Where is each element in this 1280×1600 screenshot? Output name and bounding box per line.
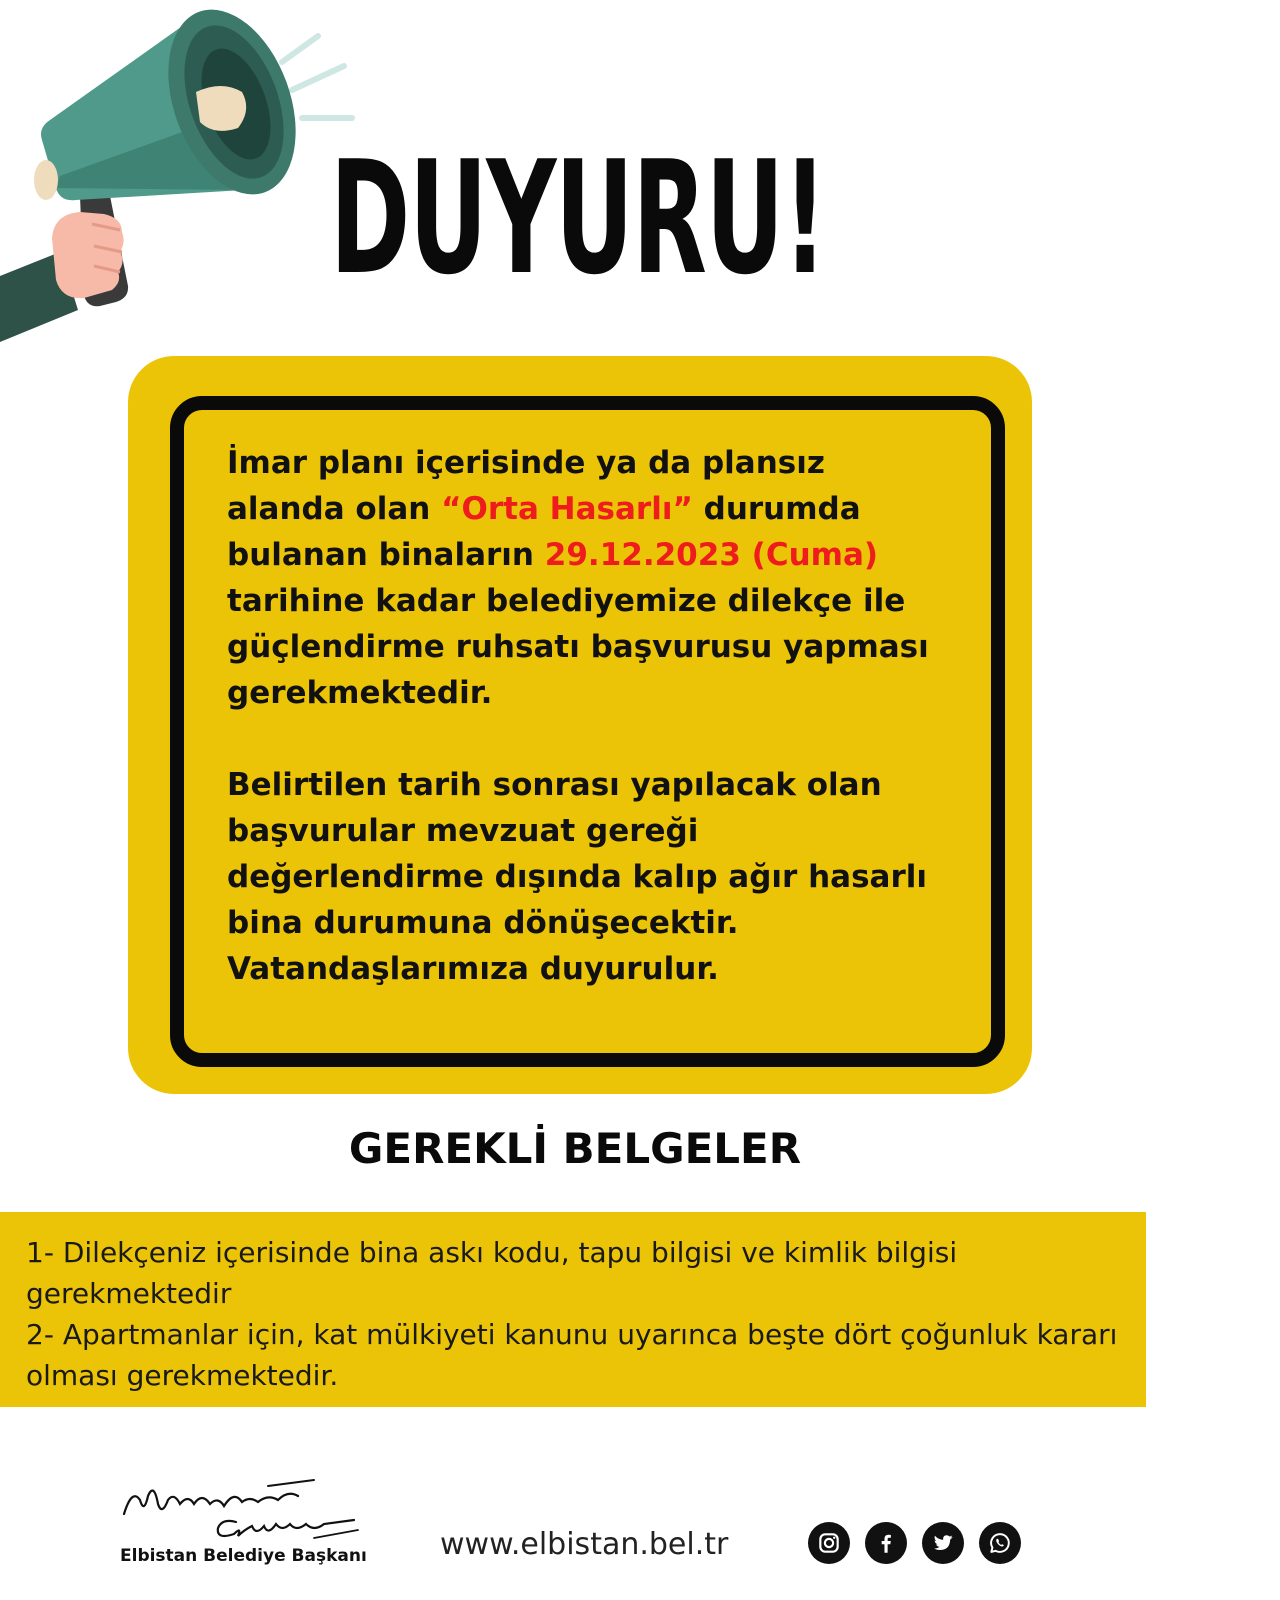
mayor-signature <box>118 1470 368 1550</box>
instagram-icon[interactable] <box>808 1522 850 1564</box>
required-documents-heading: GEREKLİ BELGELER <box>348 1124 802 1173</box>
document-item: 2- Apartmanlar için, kat mülkiyeti kanunu uyarınca beşte dört çoğunluk kararı olması gerekmektedir. <box>26 1318 1118 1392</box>
deadline-highlight: 29.12.2023 (Cuma) <box>544 537 879 573</box>
notice-text-segment: İmar planı içerisinde ya da plansız alanda olan <box>227 445 825 527</box>
notice-paragraph-1 <box>227 440 947 716</box>
website-link[interactable]: www.elbistan.bel.tr <box>440 1527 729 1562</box>
social-icons <box>808 1522 1021 1564</box>
megaphone-illustration <box>0 0 370 350</box>
required-documents-band <box>0 1212 1146 1407</box>
damage-status-highlight: “Orta Hasarlı” <box>441 491 693 527</box>
notice-text-segment: durumda bulanan binaların <box>227 491 861 573</box>
mayor-title: Elbistan Belediye Başkanı <box>120 1546 367 1566</box>
whatsapp-icon[interactable] <box>979 1522 1021 1564</box>
page-title: DUYURU! <box>330 127 826 309</box>
notice-text-segment: tarihine kadar belediyemize dilekçe ile güçlendirme ruhsatı başvurusu yapması gerekmektedir. <box>227 583 929 711</box>
notice-paragraph-2: Belirtilen tarih sonrası yapılacak olan başvurular mevzuat gereği değerlendirme dışında kalıp ağır hasarlı bina durumuna dönüşecektir. Vatandaşlarımıza duyurulur. <box>227 767 928 987</box>
document-item: 1- Dilekçeniz içerisinde bina askı kodu, tapu bilgisi ve kimlik bilgisi gerekmektedir <box>26 1236 958 1310</box>
notice-text <box>227 440 947 992</box>
facebook-icon[interactable] <box>865 1522 907 1564</box>
twitter-icon[interactable] <box>922 1522 964 1564</box>
